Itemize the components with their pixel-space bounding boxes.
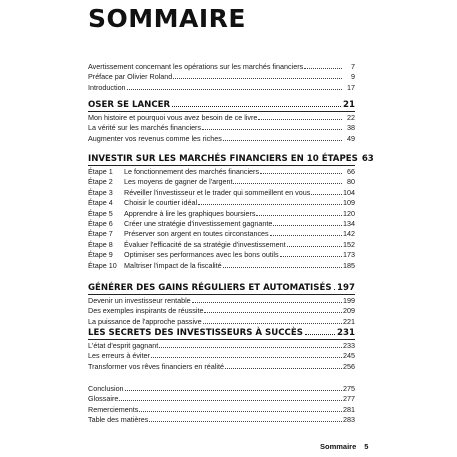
entry-text: Transformer vos rêves financiers en réalité (88, 361, 224, 371)
section-title: GÉNÉRER DES GAINS RÉGULIERS ET AUTOMATISÉS (88, 283, 332, 293)
toc-entry (88, 415, 355, 425)
entry-text: Les erreurs à éviter (88, 351, 150, 361)
toc-entry (88, 188, 355, 198)
toc-entry (88, 209, 355, 219)
entry-page: 283 (343, 415, 355, 425)
toc-entry (88, 167, 355, 177)
section-title: OSER SE LANCER (88, 100, 171, 110)
entry-text: Optimiser ses performances avec les bons outils (124, 250, 279, 260)
toc-entry (88, 177, 355, 187)
page-title: SOMMAIRE (88, 4, 246, 33)
dot-leader (159, 346, 342, 348)
section-page: 21 (343, 100, 355, 110)
section-title: INVESTIR SUR LES MARCHÉS FINANCIERS EN 10 ÉTAPES (88, 154, 358, 164)
toc-intro-group (88, 62, 355, 93)
entry-page: 38 (347, 123, 355, 133)
toc-entry (88, 250, 355, 260)
step-label: Étape 3 (88, 187, 113, 197)
entry-text: Augmenter vos revenus comme les riches (88, 133, 222, 143)
toc-section-2 (88, 153, 374, 271)
dot-leader (311, 193, 342, 195)
toc-entry (88, 229, 355, 239)
entry-page: 233 (343, 341, 355, 350)
entry-text: Introduction (88, 82, 126, 92)
section-rule (88, 111, 355, 112)
entry-page: 104 (343, 187, 355, 197)
footer-label: Sommaire (320, 442, 357, 451)
page-footer (320, 442, 368, 451)
dot-leader (198, 203, 342, 205)
toc-entry (88, 219, 355, 229)
dot-leader (203, 322, 342, 324)
step-label: Étape 10 (88, 260, 117, 270)
entry-page: 109 (343, 198, 355, 208)
toc-entry (88, 83, 355, 93)
section-heading (88, 153, 374, 165)
entry-text: Préserver son argent en toutes circonstances (124, 229, 269, 239)
step-label: Étape 2 (88, 177, 113, 187)
toc-closing-group (88, 384, 355, 426)
dot-leader (127, 88, 342, 90)
dot-leader (287, 245, 342, 247)
dot-leader (225, 367, 342, 369)
dot-leader (192, 301, 342, 303)
entry-page: 209 (343, 306, 355, 316)
entry-text: Le fonctionnement des marchés financiers (124, 167, 260, 176)
dot-leader (280, 255, 342, 257)
entry-page: 281 (343, 404, 355, 414)
entry-text: Table des matières (88, 415, 149, 425)
step-label: Étape 1 (88, 167, 113, 176)
dot-leader (223, 266, 342, 268)
dot-leader (258, 118, 342, 120)
toc-entry (88, 72, 355, 82)
entry-page: 277 (343, 394, 355, 404)
toc-entry (88, 362, 355, 372)
section-heading (88, 282, 355, 294)
dot-leader (149, 420, 342, 422)
entry-text: Devenir un investisseur rentable (88, 296, 191, 305)
entry-page: 152 (343, 239, 355, 249)
dot-leader (223, 139, 342, 141)
dot-leader (151, 356, 342, 358)
toc-entry (88, 261, 355, 271)
entry-text: Choisir le courtier idéal (124, 198, 198, 208)
entry-page: 142 (343, 229, 355, 239)
toc-entry (88, 296, 355, 306)
entry-page: 245 (343, 351, 355, 361)
entry-text: Glossaire (88, 394, 119, 404)
entry-page: 80 (347, 177, 355, 187)
entry-page: 199 (343, 296, 355, 305)
section-page: 231 (337, 328, 355, 338)
toc-entry (88, 240, 355, 250)
entry-page: 256 (343, 361, 355, 371)
dot-leader (304, 67, 342, 69)
toc-entry (88, 113, 355, 123)
entry-page: 134 (343, 219, 355, 229)
dot-leader (125, 389, 342, 391)
step-label: Étape 9 (88, 250, 113, 260)
step-label: Étape 4 (88, 198, 113, 208)
section-title: LES SECRETS DES INVESTISSEURS À SUCCÈS (88, 328, 303, 338)
dot-leader (334, 288, 336, 290)
dot-leader (273, 224, 342, 226)
entry-text: Préface par Olivier Roland (88, 72, 173, 82)
section-rule (88, 165, 355, 166)
step-label: Étape 8 (88, 239, 113, 249)
toc-entry (88, 405, 355, 415)
entry-text: Évaluer l'efficacité de sa stratégie d'investissement (124, 239, 286, 249)
step-label: Étape 6 (88, 219, 113, 229)
toc-section-4 (88, 327, 355, 372)
entry-text: Mon histoire et pourquoi vous avez besoin de ce livre (88, 113, 258, 122)
dot-leader (139, 410, 342, 412)
section-page: 63 (361, 154, 374, 164)
entry-page: 185 (343, 260, 355, 270)
section-page: 197 (337, 283, 355, 293)
dot-leader (172, 105, 341, 107)
entry-text: La puissance de l'approche passive (88, 316, 202, 326)
entry-text: Remerciements (88, 404, 139, 414)
entry-text: Maîtriser l'impact de la fiscalité (124, 260, 222, 270)
toc-entry (88, 134, 355, 144)
entry-text: La vérité sur les marchés financiers (88, 123, 202, 133)
dot-leader (173, 77, 342, 79)
entry-page: 17 (347, 82, 355, 92)
dot-leader (305, 333, 335, 335)
toc-entry (88, 198, 355, 208)
entry-page: 173 (343, 250, 355, 260)
entry-text: Réveiller l'investisseur et le trader qui sommeillent en vous (124, 187, 311, 197)
section-rule (88, 339, 355, 340)
toc-entry (88, 384, 355, 394)
dot-leader (256, 214, 342, 216)
step-label: Étape 7 (88, 229, 113, 239)
entry-page: 275 (343, 384, 355, 393)
entry-text: Les moyens de gagner de l'argent (124, 177, 233, 187)
section-rule (88, 294, 355, 295)
entry-text: L'état d'esprit gagnant (88, 341, 159, 350)
dot-leader (270, 234, 342, 236)
entry-page: 66 (347, 167, 355, 176)
section-heading (88, 327, 355, 339)
entry-text: Apprendre à lire les graphiques boursiers (124, 208, 256, 218)
dot-leader (119, 399, 342, 401)
toc-entry (88, 317, 355, 327)
toc-entry (88, 351, 355, 361)
entry-page: 221 (343, 316, 355, 326)
entry-page: 120 (343, 208, 355, 218)
page-number: 5 (364, 442, 369, 451)
entry-page: 49 (347, 133, 355, 143)
toc-entry (88, 62, 355, 72)
dot-leader (204, 311, 342, 313)
entry-text: Des exemples inspirants de réussite (88, 306, 204, 316)
entry-page: 7 (351, 62, 355, 71)
dot-leader (233, 182, 342, 184)
toc-section-1 (88, 99, 355, 144)
entry-text: Créer une stratégie d'investissement gagnante (124, 219, 273, 229)
entry-page: 9 (351, 72, 355, 82)
dot-leader (202, 128, 342, 130)
toc-section-3 (88, 282, 355, 327)
dot-leader (260, 172, 342, 174)
toc-entry (88, 341, 355, 351)
entry-page: 22 (347, 113, 355, 122)
toc-entry (88, 123, 355, 133)
entry-text: Avertissement concernant les opérations sur les marchés financiers (88, 62, 304, 71)
entry-text: Conclusion (88, 384, 124, 393)
toc-entry (88, 306, 355, 316)
step-label: Étape 5 (88, 208, 113, 218)
section-heading (88, 99, 355, 111)
toc-entry (88, 394, 355, 404)
